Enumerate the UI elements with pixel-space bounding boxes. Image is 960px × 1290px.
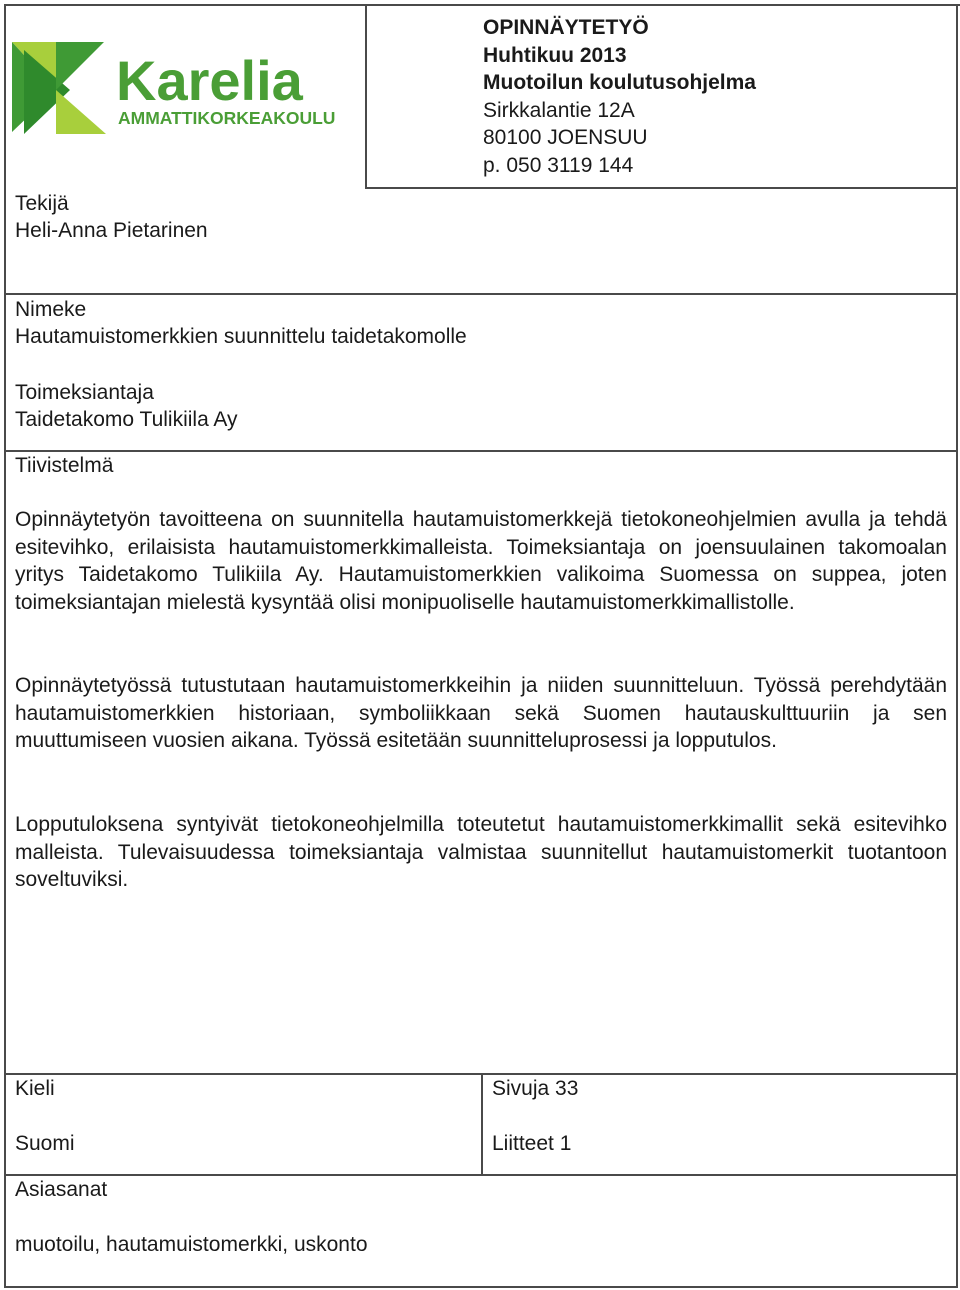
author-name: Heli-Anna Pietarinen xyxy=(15,219,208,242)
language-label: Kieli xyxy=(15,1077,55,1100)
header-divider-vertical xyxy=(365,4,367,188)
programme: Muotoilun koulutusohjelma xyxy=(483,71,756,94)
abstract-paragraph-2: Opinnäytetyössä tutustutaan hautamuistomerkkeihin ja niiden suunnitteluun. Työssä perehdytään hautamuistomerkkien historiaan, symboliikkaan sekä Suomen hautauskulttuuriin ja sen muuttumiseen vuosien aikana. Työssä esitetään suunnitteluprosessi ja lopputulos. xyxy=(15,674,947,753)
abstract-paragraph-3: Lopputuloksena syntyivät tietokoneohjelmilla toteutetut hautamuistomerkkimallit sekä esitevihko malleista. Tulevaisuudessa toimeksiantaja valmistaa suunnitellut hautamuistomerkit tuotantoon soveltuviksi. xyxy=(15,813,947,892)
abstract-paragraph-1: Opinnäytetyön tavoitteena on suunnitella hautamuistomerkkejä tietokoneohjelmien avulla ja tehdä esitevihko, erilaisista hautamuistomerkkimalleista. Toimeksiantaja on joensuulainen takomoalan yritys Taidetakomo Tulikiila Ay. Hautamuistomerkkien valikoima Suomessa on suppea, joten toimeksiantajan mielestä kysyntää olisi monipuoliselle hautamuistomerkkimallistolle. xyxy=(15,508,947,615)
keywords-label: Asiasanat xyxy=(15,1178,108,1201)
title-value: Hautamuistomerkkien suunnittelu taidetakomolle xyxy=(15,325,467,348)
pages-count: Sivuja 33 xyxy=(492,1077,579,1100)
outer-border-top xyxy=(4,4,960,6)
keywords-value: muotoilu, hautamuistomerkki, uskonto xyxy=(15,1233,368,1256)
commissioner-label: Toimeksiantaja xyxy=(15,381,154,404)
language-value: Suomi xyxy=(15,1132,75,1155)
address-street: Sirkkalantie 12A xyxy=(483,99,635,122)
address-city: 80100 JOENSUU xyxy=(483,126,648,149)
abstract-divider xyxy=(4,450,958,452)
karelia-logo xyxy=(12,42,358,138)
logo-wordmark: Karelia xyxy=(116,49,303,112)
footer-column-divider xyxy=(481,1073,483,1175)
header-divider-horizontal xyxy=(365,187,958,189)
author-divider xyxy=(4,293,958,295)
doc-date: Huhtikuu 2013 xyxy=(483,44,627,67)
outer-border-bottom xyxy=(4,1286,958,1288)
outer-border-right xyxy=(956,4,958,1288)
doc-type: OPINNÄYTETYÖ xyxy=(483,16,649,39)
karelia-logo-svg xyxy=(12,42,358,138)
outer-border-left xyxy=(4,4,6,1288)
title-label: Nimeke xyxy=(15,298,87,321)
logo-subtitle: AMMATTIKORKEAKOULU xyxy=(118,108,336,128)
abstract-label: Tiivistelmä xyxy=(15,454,114,477)
keywords-divider xyxy=(4,1174,958,1176)
author-label: Tekijä xyxy=(15,192,69,215)
commissioner-value: Taidetakomo Tulikiila Ay xyxy=(15,408,238,431)
phone: p. 050 3119 144 xyxy=(483,154,634,177)
attachments-count: Liitteet 1 xyxy=(492,1132,572,1155)
